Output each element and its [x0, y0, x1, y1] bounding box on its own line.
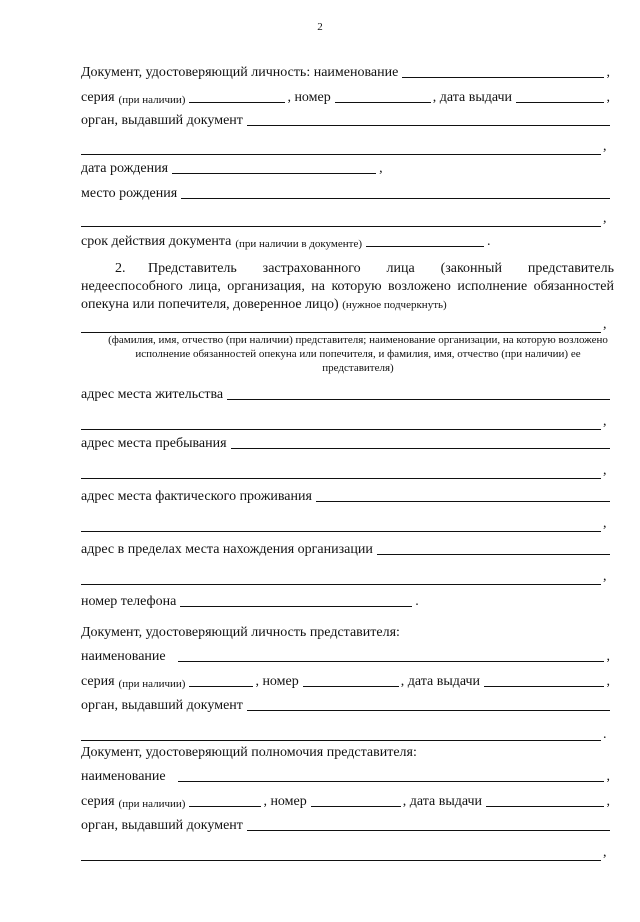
comma: , — [603, 211, 607, 226]
issuer-field[interactable] — [247, 125, 610, 126]
rep-identity-title: Документ, удостоверяющий личность представителя: — [81, 625, 400, 640]
validity-field[interactable] — [366, 246, 484, 247]
comma: , — [606, 674, 610, 689]
identity-series-row — [81, 89, 610, 107]
comma: , — [603, 414, 607, 429]
issuer-label: орган, выдавший документ — [81, 698, 243, 713]
validity-row — [81, 233, 610, 251]
rep-authority-issuer-row — [81, 817, 610, 835]
rep-identity-title-row — [81, 624, 610, 642]
birth-place-label: место рождения — [81, 186, 178, 201]
date-issue-field[interactable] — [516, 102, 603, 103]
underline-hint: (нужное подчеркнуть) — [342, 299, 447, 311]
address-stay-field-continuation[interactable] — [81, 460, 601, 479]
dot: . — [415, 594, 419, 609]
rep-identity-series-row — [81, 673, 610, 691]
address-org-field[interactable] — [377, 554, 610, 555]
comma: , — [606, 65, 610, 80]
rep-identity-number-field[interactable] — [303, 686, 399, 687]
comma: , — [606, 769, 610, 784]
address-actual-label: адрес места фактического проживания — [81, 489, 312, 504]
comma: , — [603, 463, 607, 478]
rep-identity-issuer-field[interactable] — [247, 710, 610, 711]
rep-identity-issuer-field-continuation[interactable] — [81, 722, 601, 741]
dot: . — [603, 727, 607, 742]
phone-row — [81, 593, 610, 611]
rep-identity-name-row — [81, 648, 610, 666]
address-actual-field-continuation[interactable] — [81, 513, 601, 532]
issuer-label: орган, выдавший документ — [81, 818, 243, 833]
rep-authority-issuer-field[interactable] — [247, 830, 610, 831]
section-number: 2. — [115, 261, 126, 276]
number-label: , номер — [255, 674, 299, 689]
date-issue-label: , дата выдачи — [400, 674, 481, 689]
rep-authority-issuer-field-continuation[interactable] — [81, 842, 601, 861]
comma: , — [603, 139, 607, 154]
identity-doc-name-field[interactable] — [402, 77, 603, 78]
address-residence-label: адрес места жительства — [81, 387, 224, 402]
validity-label: срок действия документа — [81, 234, 232, 249]
comma: , — [603, 317, 607, 332]
address-org-label: адрес в пределах места нахождения организации — [81, 542, 373, 557]
rep-authority-date-field[interactable] — [486, 806, 603, 807]
rep-identity-issuer-row — [81, 697, 610, 715]
page-number: 2 — [317, 21, 323, 33]
series-label: серия — [81, 794, 115, 809]
rep-authority-name-field[interactable] — [178, 781, 604, 782]
issuer-row — [81, 112, 610, 130]
comma: , — [603, 569, 607, 584]
if-present-note: (при наличии) — [118, 678, 186, 690]
comma: , — [606, 90, 610, 105]
rep-identity-name-label: наименование — [81, 649, 166, 664]
date-issue-label: , дата выдачи — [402, 794, 483, 809]
rep-identity-name-field[interactable] — [178, 661, 604, 662]
birth-date-field[interactable] — [172, 173, 376, 174]
if-present-note: (при наличии) — [118, 94, 186, 106]
validity-note: (при наличии в документе) — [235, 238, 362, 250]
birth-place-field-continuation[interactable] — [81, 208, 601, 227]
address-actual-field[interactable] — [316, 501, 610, 502]
rep-authority-title-row — [81, 744, 610, 762]
rep-authority-number-field[interactable] — [311, 806, 401, 807]
address-stay-label: адрес места пребывания — [81, 436, 227, 451]
comma: , — [603, 845, 607, 860]
address-residence-field-continuation[interactable] — [81, 411, 601, 430]
comma: , — [379, 161, 383, 176]
representative-text: Представитель застрахованного лица (законный представитель недееспособного лица, организация, на которую возложено исполнение обязанностей опекуна или попечителя, доверенное лицо) — [81, 261, 614, 312]
rep-authority-name-label: наименование — [81, 769, 166, 784]
birth-place-field[interactable] — [181, 198, 610, 199]
issuer-label: орган, выдавший документ — [81, 113, 243, 128]
number-label: , номер — [287, 90, 331, 105]
rep-authority-series-field[interactable] — [189, 806, 261, 807]
address-residence-field[interactable] — [227, 399, 610, 400]
representative-paragraph — [81, 260, 614, 314]
series-field[interactable] — [189, 102, 285, 103]
representative-caption: (фамилия, имя, отчество (при наличии) представителя; наименование организации, на которую возложено исполнение обязанностей опекуна или попечителя, и фамилия, имя, отчество (при наличии) ее представителя) — [108, 334, 608, 374]
address-stay-row — [81, 435, 610, 453]
phone-field[interactable] — [180, 606, 412, 607]
series-label: серия — [81, 674, 115, 689]
identity-doc-name-label: Документ, удостоверяющий личность: наименование — [81, 65, 399, 80]
series-label: серия — [81, 90, 115, 105]
rep-authority-title: Документ, удостоверяющий полномочия представителя: — [81, 745, 417, 760]
comma: , — [606, 794, 610, 809]
identity-doc-name-row — [81, 64, 610, 82]
comma: , — [606, 649, 610, 664]
address-stay-field[interactable] — [231, 448, 610, 449]
phone-label: номер телефона — [81, 594, 177, 609]
number-label: , номер — [263, 794, 307, 809]
date-issue-label: , дата выдачи — [432, 90, 513, 105]
address-org-field-continuation[interactable] — [81, 566, 601, 585]
representative-name-field[interactable] — [81, 314, 601, 333]
address-residence-row — [81, 386, 610, 404]
dot: . — [487, 234, 491, 249]
rep-identity-series-field[interactable] — [189, 686, 253, 687]
rep-authority-series-row — [81, 793, 610, 811]
birth-date-label: дата рождения — [81, 161, 169, 176]
comma: , — [603, 516, 607, 531]
birth-date-row — [81, 160, 610, 178]
birth-place-row — [81, 185, 610, 203]
rep-authority-name-row — [81, 768, 610, 786]
address-org-row — [81, 541, 610, 559]
rep-identity-date-field[interactable] — [484, 686, 603, 687]
if-present-note: (при наличии) — [118, 798, 186, 810]
issuer-field-continuation[interactable] — [81, 136, 601, 155]
number-field[interactable] — [335, 102, 431, 103]
address-actual-row — [81, 488, 610, 506]
